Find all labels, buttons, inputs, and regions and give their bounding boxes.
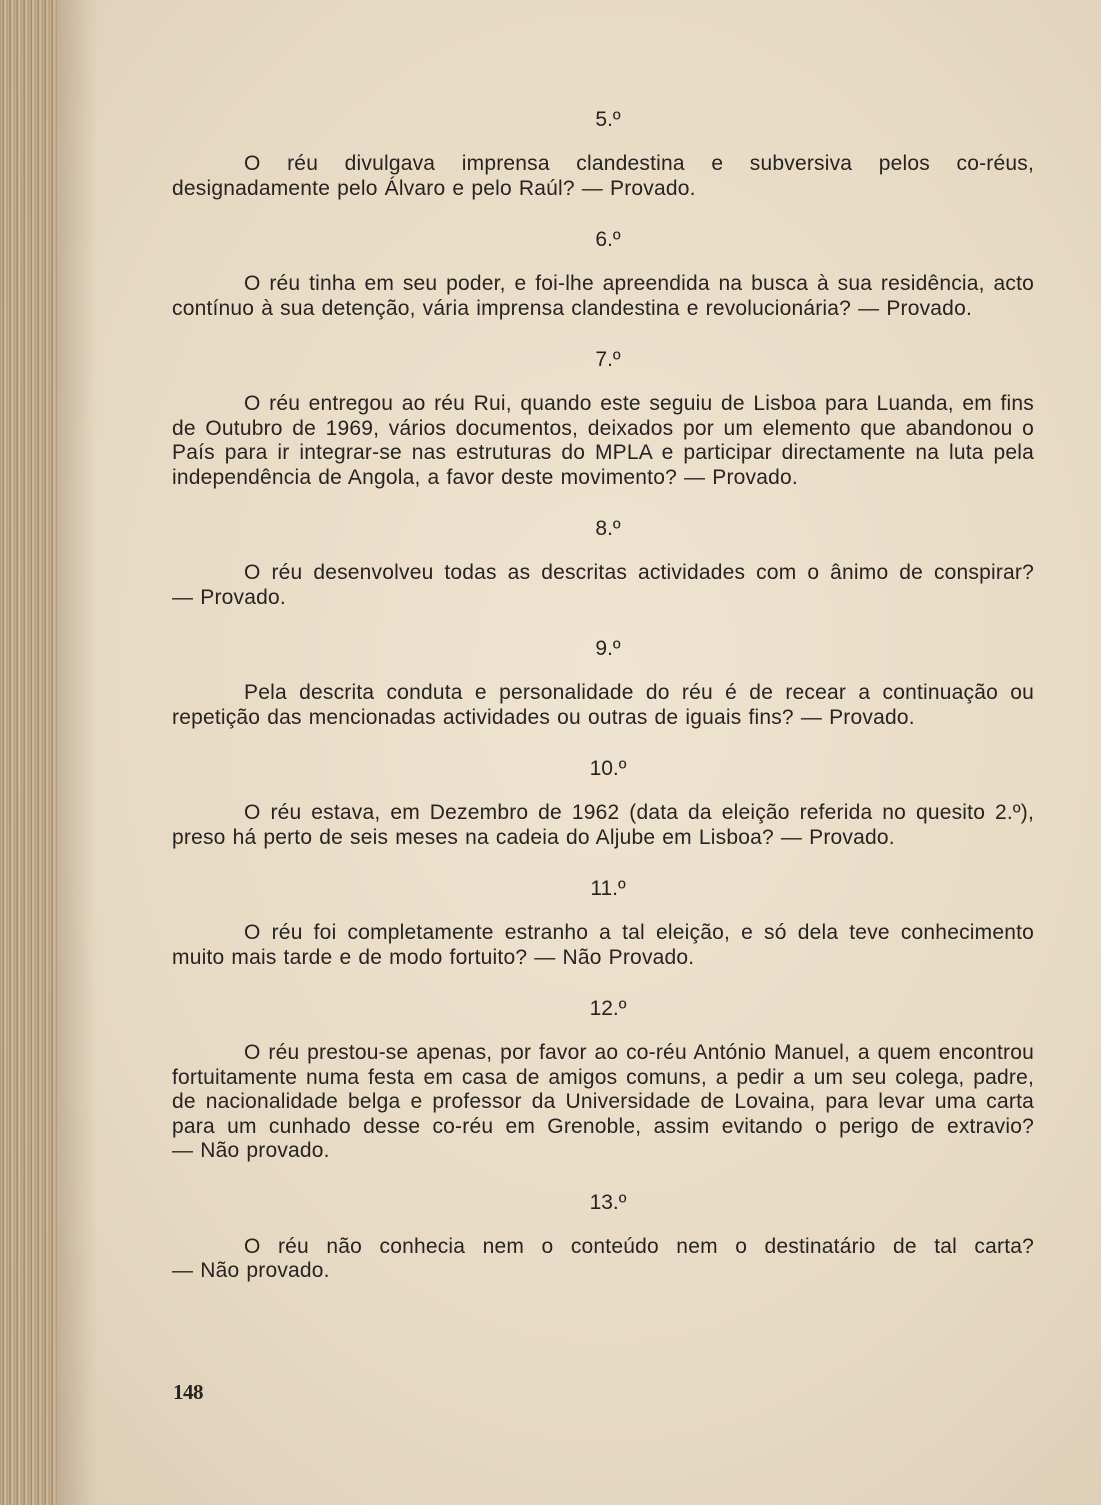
article-number: 5.º [595, 108, 621, 131]
article-text [172, 152, 1034, 201]
answer-text: — Provado. [780, 825, 895, 849]
answer-text: — Não provado. [172, 1139, 330, 1162]
article-number: 10.º [589, 757, 627, 780]
answer-text: — Provado. [581, 176, 696, 200]
article-text [172, 801, 1034, 850]
article-12 [172, 997, 1034, 1164]
article-text [172, 392, 1034, 490]
article-number: 6.º [595, 228, 621, 251]
article-8 [172, 517, 1034, 610]
article-text [172, 681, 1034, 730]
article-5 [172, 108, 1034, 201]
answer-text: — Provado. [684, 465, 798, 489]
answer-text: — Não provado. [172, 1259, 330, 1282]
document-body [172, 108, 1034, 1284]
article-text [172, 1235, 1034, 1284]
article-13 [172, 1191, 1034, 1284]
question-text: Pela descrita conduta e personalidade do réu é de recear a continuação ou repetição das mencionadas actividades ou outras de iguais fins? [172, 681, 1034, 729]
article-number: 9.º [595, 637, 621, 660]
question-text: O réu não conhecia nem o conteúdo nem o destinatário de tal carta? [244, 1234, 1034, 1258]
question-text: O réu foi completamente estranho a tal eleição, e só dela teve conhecimento muito mais tarde e de modo fortuito? [172, 921, 1034, 969]
article-number: 12.º [589, 997, 627, 1020]
article-10 [172, 757, 1034, 850]
article-number: 7.º [595, 348, 621, 371]
article-text [172, 561, 1034, 610]
article-text [172, 272, 1034, 321]
question-text: O réu entregou ao réu Rui, quando este seguiu de Lisboa para Luanda, em fins de Outubro de 1969, vários documentos, deixados por um elemento que abandonou o País para ir integrar-se nas estruturas do MPLA e participar directamente na luta pela independência de Angola, a favor deste movimento? [172, 392, 1034, 489]
question-text: O réu divulgava imprensa clandestina e subversiva pelos co-réus, designadamente pelo Álvaro e pelo Raúl? [172, 152, 1034, 200]
page-number: 148 [173, 1380, 203, 1404]
answer-text: — Provado. [858, 296, 972, 320]
binding-shadow [58, 0, 98, 1505]
answer-text: — Provado. [172, 585, 286, 609]
book-page-edges [0, 0, 58, 1505]
question-text: O réu estava, em Dezembro de 1962 (data da eleição referida no quesito 2.º), preso há perto de seis meses na cadeia do Aljube em Lisboa? [172, 801, 1034, 849]
article-11 [172, 877, 1034, 970]
question-text: O réu prestou-se apenas, por favor ao co-réu António Manuel, a quem encontrou fortuitamente numa festa em casa de amigos comuns, a pedir a um seu colega, padre, de nacionalidade belga e professor da Universidade de Lovaina, para levar uma carta para um cunhado desse co-réu em Grenoble, assim evitando o perigo de extravio? [172, 1041, 1034, 1138]
answer-text: — Provado. [800, 705, 915, 729]
article-number: 8.º [595, 517, 621, 540]
article-number: 13.º [589, 1190, 627, 1214]
article-6 [172, 228, 1034, 321]
answer-text: — Não Provado. [534, 945, 695, 969]
question-text: O réu tinha em seu poder, e foi-lhe apreendida na busca à sua residência, acto contínuo à sua detenção, vária imprensa clandestina e revolucionária? [172, 272, 1034, 320]
article-9 [172, 637, 1034, 730]
article-text [172, 921, 1034, 970]
article-7 [172, 348, 1034, 490]
article-text [172, 1041, 1034, 1164]
question-text: O réu desenvolveu todas as descritas actividades com o ânimo de conspirar? [244, 561, 1034, 584]
article-number: 11.º [590, 877, 626, 900]
